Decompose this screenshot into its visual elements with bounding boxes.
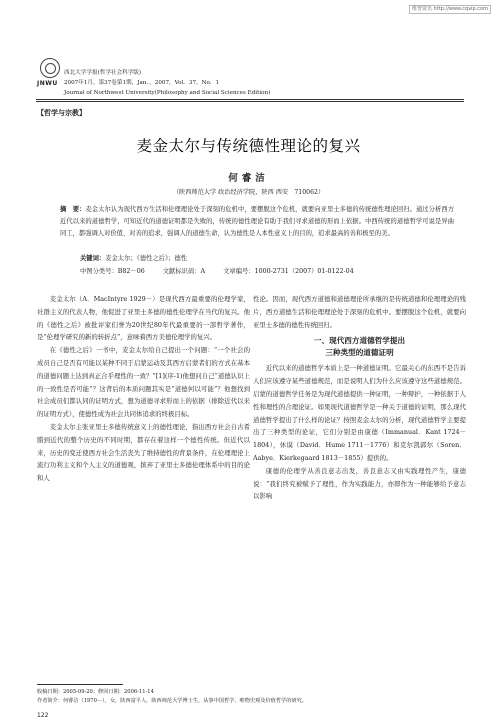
body-paragraph: 麦金太尔（A．MacIntyre 1929－）是现代西方最重要的伦理学家，社群主义的代表人物，他促进了亚里士多德的德性伦理学在当代的复兴。他的《德性之后》被批评家们誉为20世纪80年代最重要的一部哲学著作，是“伦理学研究的新的转折点”，意味着西方美德伦理学的复兴。 — [37, 295, 250, 342]
body-paragraph: 性论。因而，现代西方道德和道德理论所承继的是传统道德和伦理理论的残片，西方道德生活和伦理理论处于深刻的危机中。要摆脱这个危机，就要向亚里士多德的德性传统回归。 — [253, 295, 466, 329]
journal-name: 西北大学学报(哲学社会科学版) — [64, 70, 142, 76]
classification-line — [80, 266, 370, 275]
journal-logo-icon — [40, 58, 60, 78]
author-name: 何睿洁 — [228, 173, 269, 184]
footnote-received: 收稿日期：2005-09-20；修回日期：2006-11-14 — [37, 689, 154, 695]
section-tag: 【哲学与宗教】 — [37, 109, 86, 117]
keywords-label: 关键词： — [80, 255, 106, 262]
header-rule-second — [36, 101, 464, 102]
keywords — [80, 253, 187, 264]
body-column-right — [253, 293, 466, 503]
header-rule — [36, 99, 464, 100]
section-heading-line2: 三种类型的道德证明 — [325, 348, 394, 358]
article-title: 麦金太尔与传统德性理论的复兴 — [136, 137, 361, 155]
abstract — [60, 204, 454, 241]
page-number: 122 — [37, 712, 49, 719]
abstract-label: 摘 要： — [60, 206, 86, 213]
abstract-text: 麦金太尔认为现代西方生活和伦理理论处于深刻的危机中，要摆脱这个危机，就要向亚里士多德的传统德性理论回归。通过分析西方近代以来的道德哲学，可知近代的道德证明都是失败的，传统的德性理论有助于我们寻求道德的形而上依据。中西传统的道德哲学可说是异曲同工，都强调人对价值、对善的追求，强调人的道德生命，认为德性是人本性意义上的目的，追求最高的善和极至的美。 — [60, 206, 455, 238]
journal-english-name: Journal of Northwest University(Philosophy and Social Sciences Edition) — [64, 90, 271, 96]
section-heading — [253, 335, 466, 359]
keywords-text: 麦金太尔；《德性之后》；德性 — [105, 255, 188, 262]
footnote-author-bio: 作者简介：何睿洁（1970－），女，陕西富平人，陕西师范大学博士生，从事中国哲学、唯物史观及价值哲学的研究。 — [37, 698, 307, 704]
section-heading-line1: 一、现代西方道德哲学提出 — [313, 336, 406, 346]
document-code: 文献标识码：A — [162, 268, 206, 275]
footnote-rule — [37, 684, 123, 685]
journal-issue: 2007年1月，第37卷第1期，Jan．，2007，Vol．37，No．1 — [64, 80, 220, 86]
body-paragraph: 近代以来的道德哲学本质上是一种道德证明。它最关心的东西不是告诉人们应该遵守某些道德规范，而是说明人们为什么应该遵守这些道德规范。启蒙的道德哲学任务是为现代道德提供一种证明，一种辩护，一种依据于人性和理性的合理论证。如果现代道德哲学是一种关于道德的证明，那么现代道德哲学提出了什么样的论证？按照麦金太尔的分析，现代道德哲学主要提出了三种类型的论证，它们分别是由康德（Immanual．Kant 1724－1804），休谟（David．Hume 1711－1776）和克尔凯郭尔（Soren．Aabye．Kierkegaard 1813－1855）提供的。 — [253, 364, 466, 462]
clc-number: 中图分类号：B82－06 — [80, 268, 145, 275]
body-paragraph: 在《德性之后》一书中，麦金太尔给自己提出一个问题：“一个社会的成员自己是否有可能以某种不同于启蒙运动及其西方启蒙者们的方式在基本的道德问题上达到真正合乎理性的一致？”[1](序-1)他想问自己“道德认识上的一致性是否可能”？这背后的本质问题其实是“道德何以可能”？他想找到社会成员们都认同的证明方式，想为道德寻求形而上的依据（排除近代以来的证明方式），使德性成为社会共同体追求的终极目标。 — [37, 346, 250, 419]
body-paragraph: 康德的伦理学从善良意志出发，善良意志又由实践理性产生，康德说：“我们终究被赋予了理性，作为实践能力，亦即作为一种能够给予意志以影响 — [253, 466, 466, 501]
author-affiliation: （陕西师范大学 政治经济学院，陕西 西安 710062） — [172, 189, 325, 196]
article-number: 文章编号：1000-2731（2007）01-0122-04 — [223, 268, 354, 275]
journal-logo-text: JNWU — [37, 80, 58, 87]
body-column-left — [37, 293, 250, 485]
watermark: 维普资讯 http://www.cqvip.com — [409, 5, 491, 14]
body-paragraph: 麦金太尔主张亚里士多德传统意义上的德性理论，指出西方社会自古希腊到近代的整个历史的不同时期，都存在着这样一个德性传统。但近代以来，历史的变迁使西方社会生活丧失了维持德性的背景条件，在伦理理论上流行功利主义和个人主义的道德观，摈弃了亚里士多德伦理体系中的目的论和人 — [37, 422, 250, 483]
